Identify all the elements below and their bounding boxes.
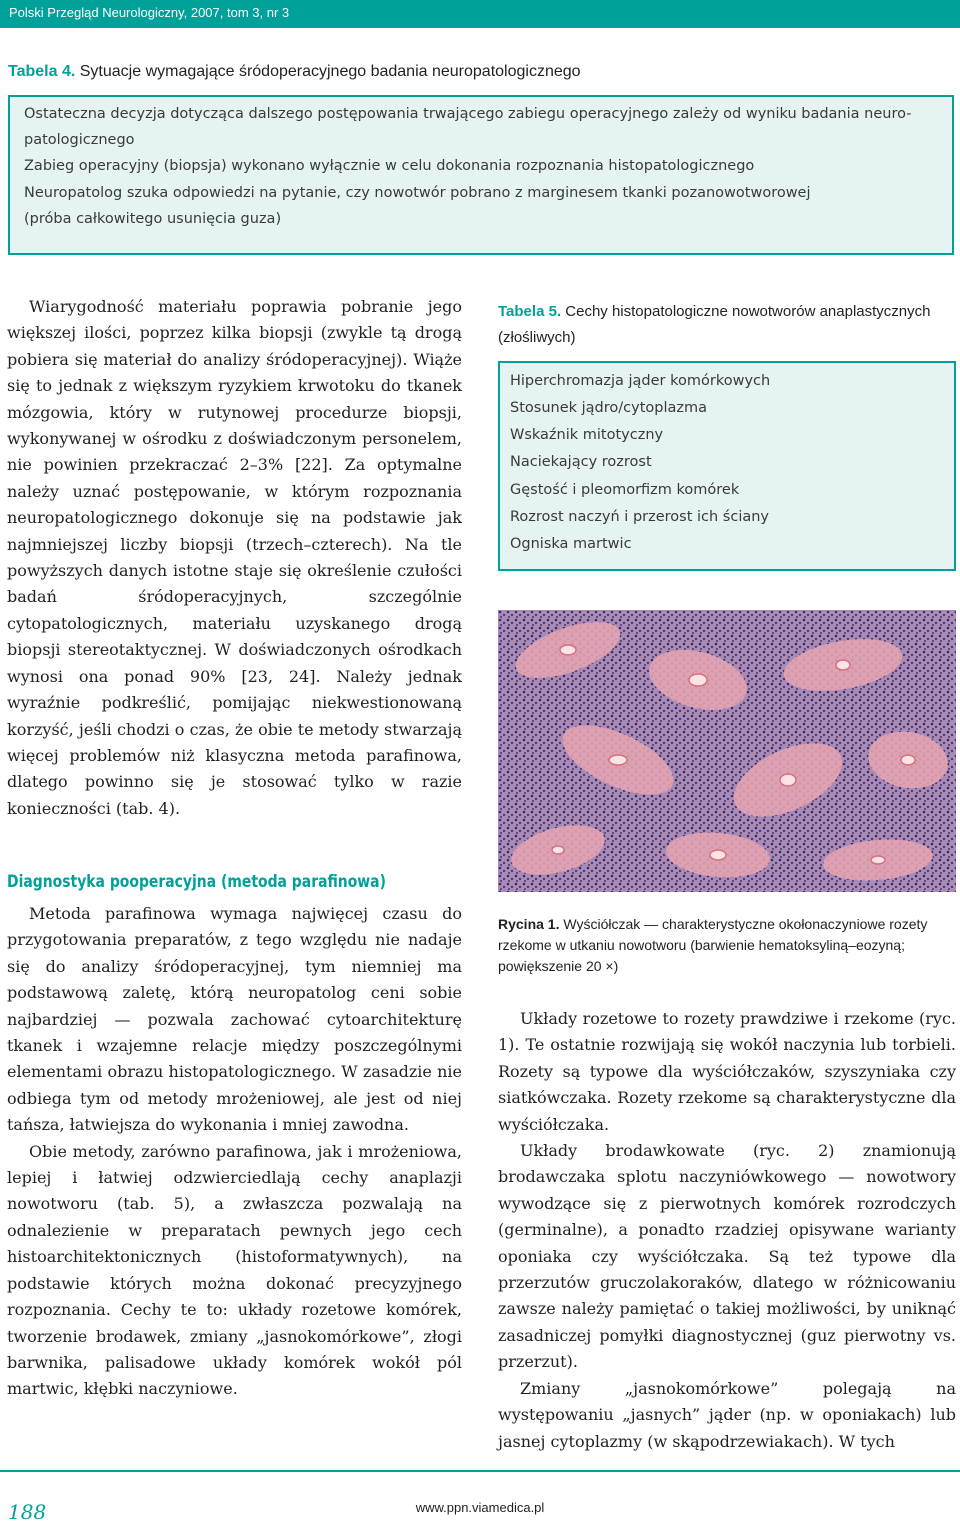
section-heading: Diagnostyka pooperacyjna (metoda parafinowa)	[7, 872, 386, 892]
table5-row: Rozrost naczyń i przerost ich ściany	[510, 509, 770, 525]
body-paragraph: Wiarygodność materiału poprawia pobranie jego większej ilości, poprzez kilka biopsji (zwykle tą drogą pobiera się materiał do analizy śródoperacyjnej). Wiąże się to jednak z większym ryzykiem krwotoku do tkanek mózgowia, który w rutynowej procedurze biopsji, wykonywanej w ośrodku z doświadczonym personelem, nie powinien przekraczać 2–3% [22]. Za optymalne należy uznać postępowanie, w którym rozpoznania neuropatologicznego dokonuje się na podstawie jak najmniejszej liczby biopsji (trzech–czterech). Na tle powyższych danych istotne staje się określenie czułości badań śródoperacyjnych, szczególnie cytopatologicznych, materiału uzyskanego drogą biopsji stereotaktycznej. W doświadczonych ośrodkach wynosi ona ponad 90% [23, 24]. Należy jednak wyraźnie podkreślić, pomijając niekwestionowaną korzyść, jeśli chodzi o czas, że obie te metody stwarzają więcej problemów niż klasyczna metoda parafinowa, dlatego powinno się je stosować tylko w razie konieczności (tab. 4).	[7, 297, 462, 818]
table5-row: Hiperchromazja jąder komórkowych	[510, 373, 771, 389]
figure-caption	[498, 914, 958, 977]
table5-box	[498, 361, 956, 571]
body-paragraph: Obie metody, zarówno parafinowa, jak i mrożeniowa, lepiej i łatwiej odzwierciedlają cechy anaplazji nowotworu (tab. 5), a zwłaszcza pozwalają na odnalezienie w preparatach pewnych jego cech histoarchitektonicznych (histoformatywnych), na podstawie których można dokonać precyzyjnego rozpoznania. Cechy te to: układy rozetowe komórek, tworzenie brodawek, zmiany „jasnokomórkowe”, złogi barwnika, palisadowe układy komórek wokół pól martwic, kłębki naczyniowe.	[7, 1141, 462, 1399]
table5-label: Tabela 5.	[498, 303, 562, 320]
footer-rule	[0, 1470, 960, 1472]
journal-title: Polski Przegląd Neurologiczny, 2007, tom 3, nr 3	[9, 5, 290, 20]
table5-title: Cechy histopatologiczne nowotworów anaplastycznych (złośliwych)	[498, 303, 931, 346]
table5-caption	[498, 299, 956, 351]
table4-caption	[8, 63, 581, 81]
table5-row: Stosunek jądro/cytoplazma	[510, 400, 707, 416]
body-paragraph: Układy brodawkowate (ryc. 2) znamionują brodawczaka splotu naczyniówkowego — nowotwory wywodzące się z pierwotnych komórek rozrodczych (germinalne), a ponadto rzadziej opisywane warianty oponiaka czy wyściółczaka. Są też typowe dla przerzutów gruczolakoraków, dlatego w różnicowaniu zawsze należy pamiętać o takiej możliwości, by uniknąć zasadniczej pomyłki diagnostycznej (guz pierwotny vs. przerzut).	[498, 1141, 956, 1372]
table4-title: Sytuacje wymagające śródoperacyjnego badania neuropatologicznego	[79, 63, 581, 80]
figure-label: Rycina 1.	[498, 916, 560, 932]
left-column-text	[7, 294, 462, 822]
body-paragraph: Układy rozetowe to rozety prawdziwe i rzekome (ryc. 1). Te ostatnie rozwijają się wokół naczynia lub torbieli. Rozety są typowe dla wyściółczaków, szyszyniaka czy siatkówczaka. Rozety rzekome są charakterystyczne dla wyściółczaka.	[498, 1009, 956, 1134]
table4-box	[8, 95, 954, 255]
table5-row: Gęstość i pleomorfizm komórek	[510, 482, 740, 498]
table4-row: (próba całkowitego usunięcia guza)	[24, 211, 282, 227]
table4-label: Tabela 4.	[8, 63, 76, 80]
histology-micrograph	[498, 610, 956, 892]
journal-url: www.ppn.viamedica.pl	[415, 1500, 545, 1515]
figure-caption-text: Wyściółczak — charakterystyczne okołonaczyniowe rozety rzekome w utkaniu nowotworu (barwienie hematoksyliną–eozyną; powiększenie 20 ×)	[498, 916, 928, 974]
body-paragraph: Zmiany „jasnokomórkowe” polegają na występowaniu „jasnych” jąder (np. w oponiakach) lub jasnej cytoplazmy (w skąpodrzewiakach). W tych	[498, 1378, 956, 1451]
page-number: 188	[8, 1500, 47, 1524]
body-paragraph: Metoda parafinowa wymaga najwięcej czasu do przygotowania preparatów, z tego względu nie nadaje się do analizy śródoperacyjnej, tym niemniej ma podstawową zaletę, którą neuropatolog ceni sobie najbardziej — pozwala zachować cytoarchitekturę tkanek i wzajemne relacje między poszczególnymi elementami obrazu histopatologicznego. W zasadzie nie odbiega tym od metody mrożeniowej, ale jest od niej tańsza, łatwiejsza do wykonania i mniej zawodna.	[7, 904, 462, 1135]
table4-row: Ostateczna decyzja dotycząca dalszego postępowania trwającego zabiegu operacyjnego zależy od wyniku badania neuro-	[24, 106, 912, 122]
right-column-text	[498, 1006, 956, 1455]
journal-header-bar	[0, 0, 960, 28]
table4-row: Zabieg operacyjny (biopsja) wykonano wyłącznie w celu dokonania rozpoznania histopatologicznego	[24, 158, 755, 174]
table5-row: Ogniska martwic	[510, 536, 632, 552]
table4-row: Neuropatolog szuka odpowiedzi na pytanie, czy nowotwór pobrano z marginesem tkanki pozanowotworowej	[24, 185, 811, 201]
table5-row: Wskaźnik mitotyczny	[510, 427, 664, 443]
table5-row: Naciekający rozrost	[510, 454, 652, 470]
table4-row: patologicznego	[24, 132, 135, 148]
left-column-text-2	[7, 901, 462, 1403]
